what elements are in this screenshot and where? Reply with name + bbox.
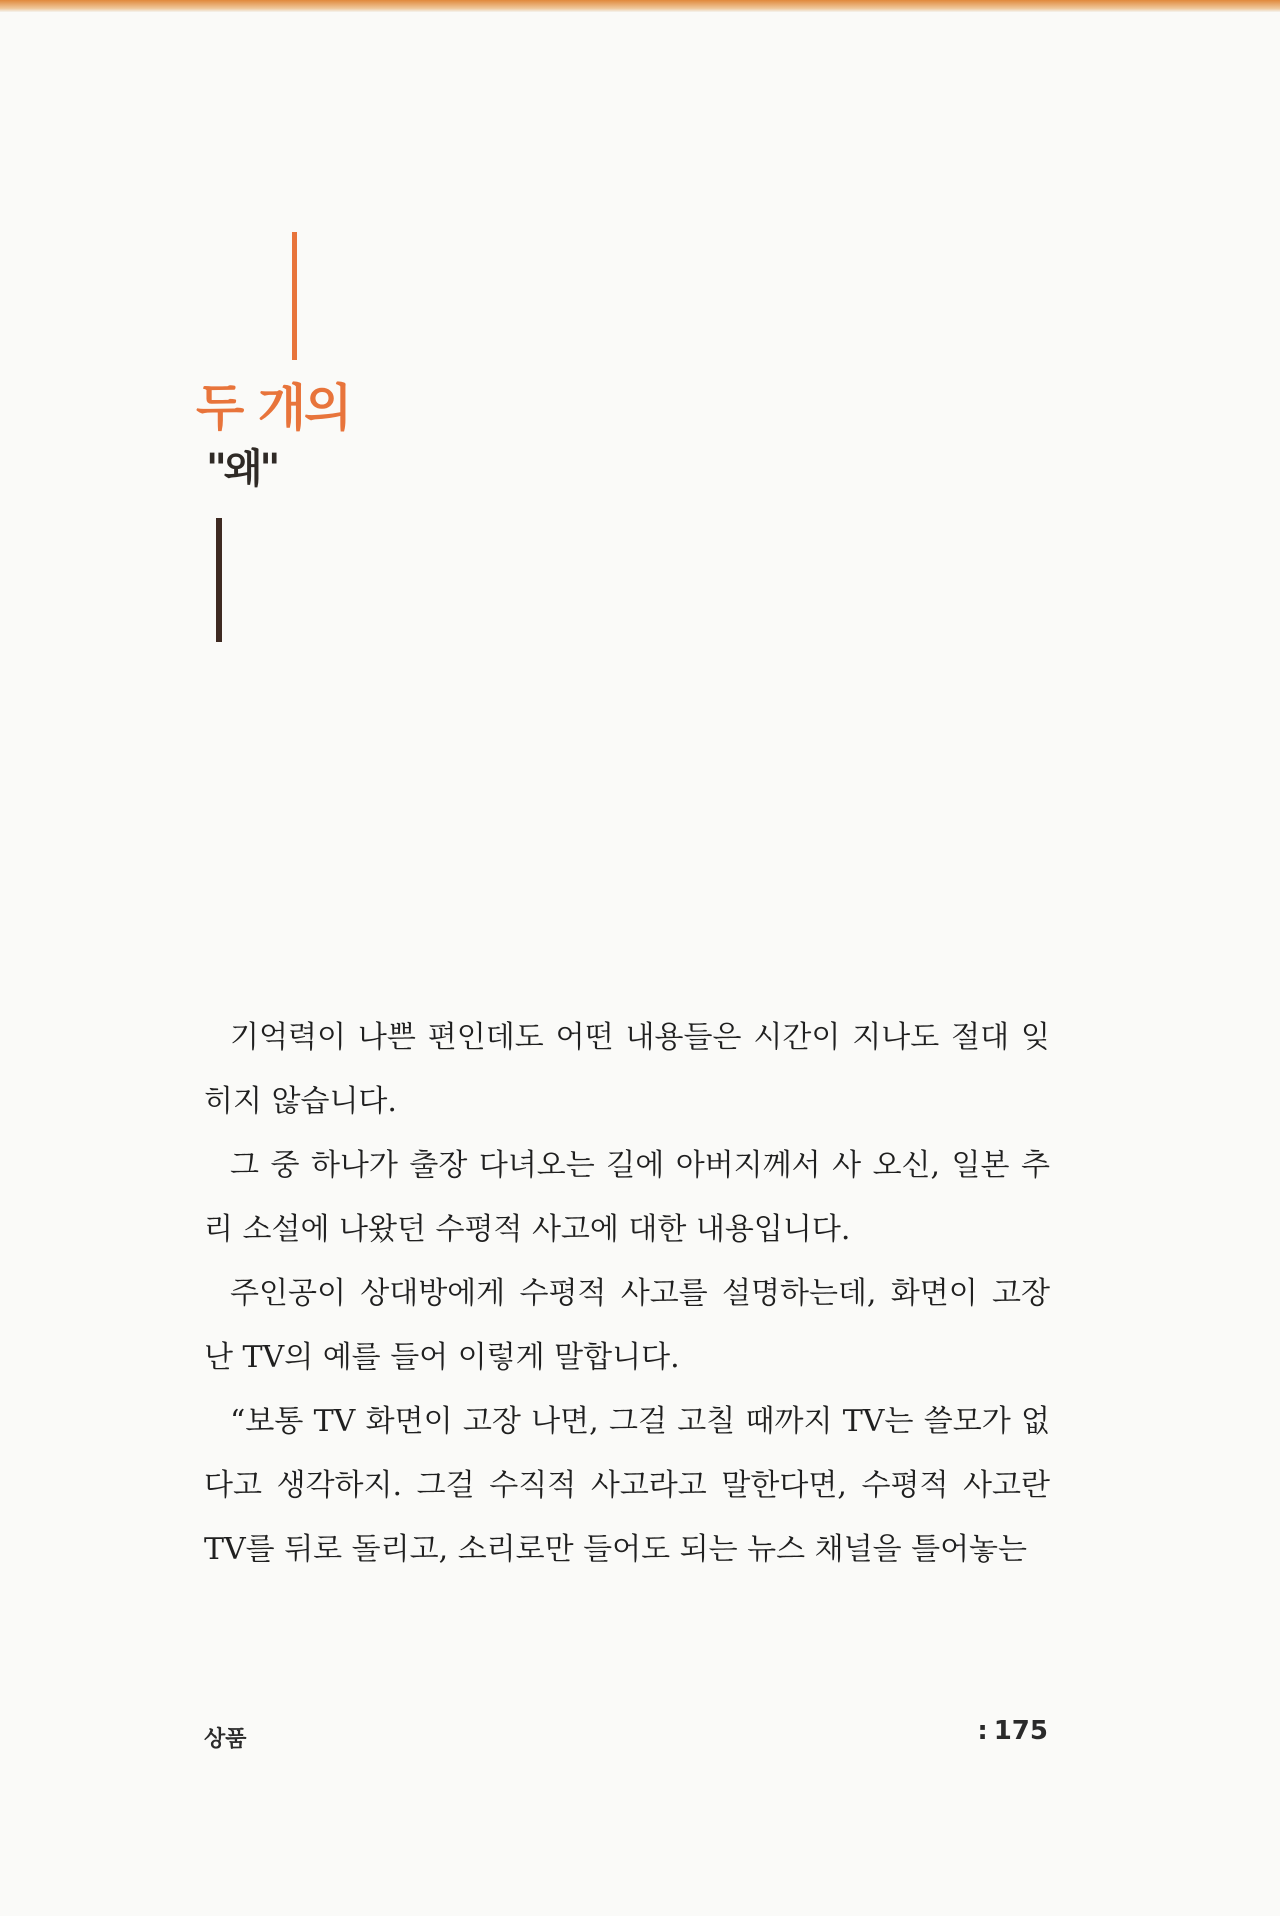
book-page xyxy=(0,12,1280,1916)
chapter-title-line2: "왜" xyxy=(206,446,278,492)
orange-vertical-rule xyxy=(292,232,297,360)
body-text xyxy=(204,1006,1050,1582)
page-number-separator: : xyxy=(977,1716,988,1746)
paragraph: 주인공이 상대방에게 수평적 사고를 설명하는데, 화면이 고장 난 TV의 예를 들어 이렇게 말합니다. xyxy=(204,1276,1050,1375)
paragraph: 그 중 하나가 출장 다녀오는 길에 아버지께서 사 오신, 일본 추리 소설에 나왔던 수평적 사고에 대한 내용입니다. xyxy=(204,1148,1050,1247)
running-footer-section: 상품 xyxy=(204,1727,247,1752)
page-number-block xyxy=(977,1716,1048,1746)
paragraph: 기억력이 나쁜 편인데도 어떤 내용들은 시간이 지나도 절대 잊히지 않습니다. xyxy=(204,1020,1050,1119)
page-top-edge xyxy=(0,0,1280,12)
page-number: 175 xyxy=(993,1716,1048,1746)
dark-vertical-rule xyxy=(216,518,222,642)
chapter-title-line1: 두 개의 xyxy=(196,379,351,437)
paragraph: “보통 TV 화면이 고장 나면, 그걸 고칠 때까지 TV는 쓸모가 없다고 생각하지. 그걸 수직적 사고라고 말한다면, 수평적 사고란 TV를 뒤로 돌리고, 소리로만 들어도 되는 뉴스 채널을 틀어놓는 xyxy=(204,1404,1050,1567)
